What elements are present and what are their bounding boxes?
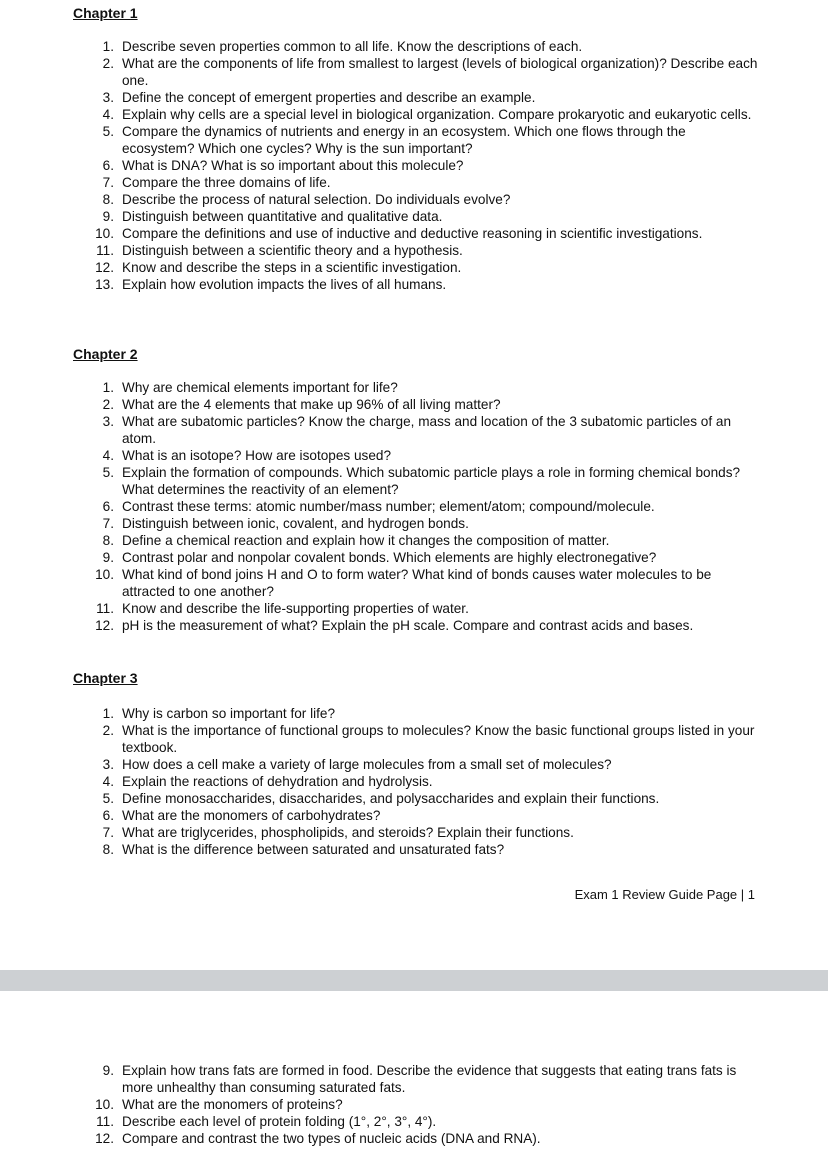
list-item — [0, 1130, 828, 1147]
chapter-3-heading: Chapter 3 — [73, 670, 138, 686]
item-number: 3. — [102, 90, 114, 105]
item-number: 11. — [96, 1114, 114, 1129]
item-number: 6. — [102, 808, 114, 823]
list-item — [0, 705, 828, 722]
list-item — [0, 89, 828, 106]
item-number: 12. — [95, 1131, 114, 1146]
item-number: 3. — [102, 757, 114, 772]
item-text: pH is the measurement of what? Explain the pH scale. Compare and contrast acids and bases. — [122, 618, 694, 633]
item-text: What are the 4 elements that make up 96% of all living matter? — [122, 397, 501, 412]
item-text: Describe seven properties common to all life. Know the descriptions of each. — [122, 39, 583, 54]
item-text: Compare the dynamics of nutrients and energy in an ecosystem. Which one flows through the ecosystem? Which one cycles? Why is the sun important? — [122, 124, 686, 156]
item-number: 7. — [102, 175, 114, 190]
item-number: 10. — [95, 567, 114, 582]
item-text: What is the difference between saturated and unsaturated fats? — [122, 842, 505, 857]
item-number: 7. — [102, 516, 114, 531]
item-text: What is an isotope? How are isotopes used? — [122, 448, 392, 463]
chapter-3-questions-continued — [0, 1062, 828, 1147]
item-text: What is DNA? What is so important about this molecule? — [122, 158, 464, 173]
item-number: 9. — [102, 1063, 114, 1078]
page-separator — [0, 970, 828, 991]
list-item — [0, 1096, 828, 1113]
list-item — [0, 174, 828, 191]
item-number: 2. — [102, 56, 114, 71]
item-number: 1. — [102, 706, 114, 721]
item-text: What are the components of life from smallest to largest (levels of biological organization)? Describe each one. — [122, 56, 758, 88]
list-item — [0, 515, 828, 532]
item-text: What are the monomers of carbohydrates? — [122, 808, 381, 823]
item-text: Contrast these terms: atomic number/mass number; element/atom; compound/molecule. — [122, 499, 655, 514]
item-text: Why are chemical elements important for life? — [122, 380, 398, 395]
item-number: 3. — [102, 414, 114, 429]
item-text: Compare the three domains of life. — [122, 175, 331, 190]
list-item — [0, 841, 828, 858]
item-number: 5. — [102, 124, 114, 139]
list-item — [0, 157, 828, 174]
list-item — [0, 276, 828, 293]
item-number: 5. — [102, 791, 114, 806]
item-text: Compare and contrast the two types of nucleic acids (DNA and RNA). — [122, 1131, 541, 1146]
item-text: What are subatomic particles? Know the charge, mass and location of the 3 subatomic particles of an atom. — [122, 414, 732, 446]
list-item — [0, 566, 828, 600]
item-number: 8. — [102, 192, 114, 207]
item-text: Compare the definitions and use of inductive and deductive reasoning in scientific investigations. — [122, 226, 703, 241]
list-item — [0, 1062, 828, 1096]
list-item — [0, 498, 828, 515]
item-text: Know and describe the life-supporting properties of water. — [122, 601, 469, 616]
item-text: Explain how evolution impacts the lives of all humans. — [122, 277, 447, 292]
item-number: 4. — [102, 448, 114, 463]
item-number: 13. — [95, 277, 114, 292]
item-number: 11. — [96, 601, 114, 616]
item-number: 6. — [102, 158, 114, 173]
item-text: Explain the formation of compounds. Which subatomic particle plays a role in forming chemical bonds? What determines the reactivity of an element? — [122, 465, 741, 497]
item-text: Define the concept of emergent properties and describe an example. — [122, 90, 536, 105]
list-item — [0, 790, 828, 807]
chapter-2-questions — [0, 379, 828, 634]
list-item — [0, 1113, 828, 1130]
item-text: Distinguish between ionic, covalent, and hydrogen bonds. — [122, 516, 469, 531]
item-number: 9. — [102, 550, 114, 565]
list-item — [0, 617, 828, 634]
item-text: Describe each level of protein folding (1°, 2°, 3°, 4°). — [122, 1114, 437, 1129]
item-number: 1. — [102, 380, 114, 395]
chapter-2-heading: Chapter 2 — [73, 346, 138, 362]
list-item — [0, 38, 828, 55]
list-item — [0, 413, 828, 447]
chapter-3-questions — [0, 705, 828, 858]
item-text: Contrast polar and nonpolar covalent bonds. Which elements are highly electronegative? — [122, 550, 657, 565]
item-number: 1. — [102, 39, 114, 54]
item-text: What are triglycerides, phospholipids, and steroids? Explain their functions. — [122, 825, 574, 840]
list-item — [0, 106, 828, 123]
item-text: What is the importance of functional groups to molecules? Know the basic functional groups listed in your textbook. — [122, 723, 755, 755]
item-text: Define a chemical reaction and explain how it changes the composition of matter. — [122, 533, 610, 548]
item-text: Explain how trans fats are formed in food. Describe the evidence that suggests that eating trans fats is more unhealthy than consuming saturated fats. — [122, 1063, 737, 1095]
list-item — [0, 396, 828, 413]
item-number: 4. — [102, 774, 114, 789]
item-text: Why is carbon so important for life? — [122, 706, 336, 721]
list-item — [0, 447, 828, 464]
item-text: Describe the process of natural selection. Do individuals evolve? — [122, 192, 511, 207]
item-text: What kind of bond joins H and O to form water? What kind of bonds causes water molecules to be attracted to one another? — [122, 567, 712, 599]
list-item — [0, 549, 828, 566]
item-number: 10. — [95, 1097, 114, 1112]
item-number: 8. — [102, 842, 114, 857]
item-number: 12. — [95, 260, 114, 275]
item-text: Distinguish between quantitative and qualitative data. — [122, 209, 443, 224]
list-item — [0, 773, 828, 790]
list-item — [0, 532, 828, 549]
list-item — [0, 600, 828, 617]
list-item — [0, 259, 828, 276]
item-text: What are the monomers of proteins? — [122, 1097, 343, 1112]
list-item — [0, 722, 828, 756]
item-number: 6. — [102, 499, 114, 514]
item-number: 4. — [102, 107, 114, 122]
item-number: 2. — [102, 397, 114, 412]
item-text: Define monosaccharides, disaccharides, and polysaccharides and explain their functions. — [122, 791, 660, 806]
document-page-2 — [0, 991, 828, 1158]
list-item — [0, 208, 828, 225]
item-number: 9. — [102, 209, 114, 224]
list-item — [0, 379, 828, 396]
item-number: 12. — [95, 618, 114, 633]
item-number: 8. — [102, 533, 114, 548]
item-number: 10. — [95, 226, 114, 241]
list-item — [0, 756, 828, 773]
chapter-1-questions — [0, 38, 828, 293]
list-item — [0, 55, 828, 89]
list-item — [0, 807, 828, 824]
page-footer: Exam 1 Review Guide Page | 1 — [574, 887, 755, 902]
item-text: Explain why cells are a special level in biological organization. Compare prokaryotic and eukaryotic cells. — [122, 107, 752, 122]
item-number: 7. — [102, 825, 114, 840]
item-text: Explain the reactions of dehydration and hydrolysis. — [122, 774, 433, 789]
list-item — [0, 225, 828, 242]
item-number: 11. — [96, 243, 114, 258]
list-item — [0, 242, 828, 259]
item-text: How does a cell make a variety of large molecules from a small set of molecules? — [122, 757, 612, 772]
item-number: 5. — [102, 465, 114, 480]
item-text: Know and describe the steps in a scientific investigation. — [122, 260, 462, 275]
list-item — [0, 464, 828, 498]
chapter-1-heading: Chapter 1 — [73, 5, 138, 21]
list-item — [0, 191, 828, 208]
list-item — [0, 123, 828, 157]
list-item — [0, 824, 828, 841]
item-number: 2. — [102, 723, 114, 738]
item-text: Distinguish between a scientific theory and a hypothesis. — [122, 243, 463, 258]
